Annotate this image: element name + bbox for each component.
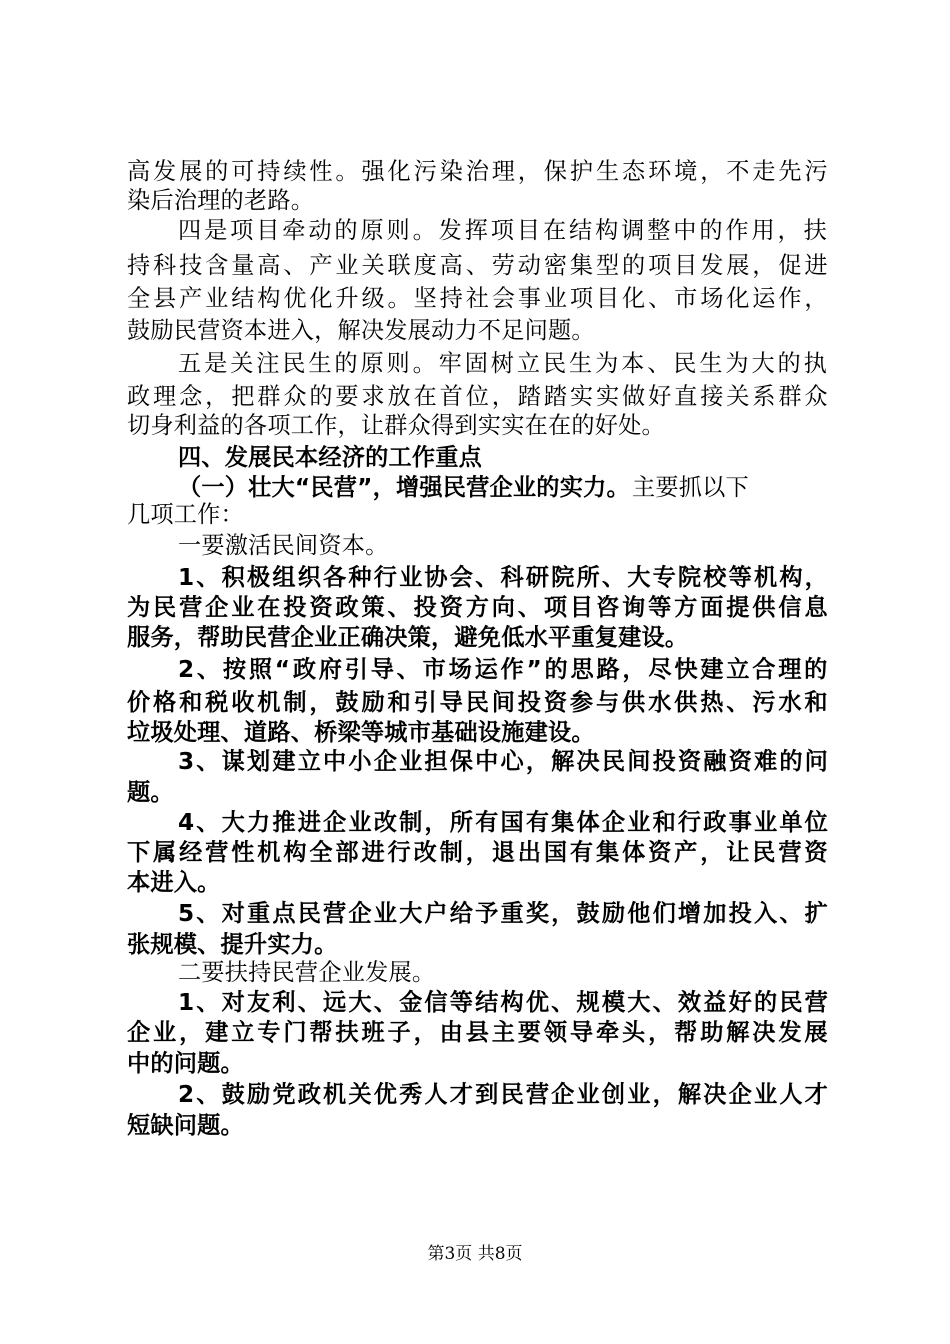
text-line-content: 中的问题。 [127, 1050, 244, 1077]
text-line-content: 染后治理的老路。 [127, 187, 315, 214]
text-line-content: 切身利益的各项工作，让群众得到实实在在的好处。 [127, 412, 665, 439]
text-line-content: 政理念，把群众的要求放在首位，踏踏实实做好直接关系群众 [127, 383, 831, 410]
text-line-content: 下属经营性机构全部进行改制，退出国有集体资产，让民营资 [127, 839, 831, 866]
text-line-content: 几项工作： [127, 501, 244, 528]
text-line-content: 2、按照“政府引导、市场运作”的思路，尽快建立合理的 [178, 656, 831, 683]
text-line-content: 为民营企业在投资政策、投资方向、项目咨询等方面提供信息 [127, 594, 831, 621]
text-line-content: 价格和税收机制，鼓励和引导民间投资参与供水供热、污水和 [127, 689, 831, 716]
text-line-content: 4、大力推进企业改制，所有国有集体企业和行政事业单位 [178, 809, 831, 836]
text-line-content: 题。 [127, 779, 174, 806]
text-line-content: 2、鼓励党政机关优秀人才到民营企业创业，解决企业人才 [178, 1081, 831, 1108]
text-line-content: 四是项目牵动的原则。发挥项目在结构调整中的作用，扶 [178, 217, 830, 244]
text-line-tail: 主要抓以下 [632, 474, 749, 501]
text-line-content: 一要激活民间资本。 [178, 532, 389, 559]
text-line-content: （一）壮大“民营”，增强民营企业的实力。 [178, 474, 630, 501]
text-line-content: 1、对友利、远大、金信等结构优、规模大、效益好的民营 [178, 989, 831, 1016]
text-line-content: 5、对重点民营企业大户给予重奖，鼓励他们增加投入、扩 [178, 900, 831, 927]
page-footer: 第3页 共8页 [427, 1244, 523, 1264]
text-line-content: 鼓励民营资本进入，解决发展动力不足问题。 [127, 317, 595, 344]
text-line-content: 四、发展民本经济的工作重点 [178, 444, 483, 471]
text-line-content: 高发展的可持续性。强化污染治理，保护生态环境，不走先污 [127, 158, 831, 185]
text-line-content: 服务，帮助民营企业正确决策，避免低水平重复建设。 [127, 624, 689, 651]
text-line-content: 五是关注民生的原则。牢固树立民生为本、民生为大的执 [178, 350, 830, 377]
text-line-content: 3、谋划建立中小企业担保中心，解决民间投资融资难的问 [178, 748, 831, 775]
text-line-content: 全县产业结构优化升级。坚持社会事业项目化、市场化运作， [127, 285, 831, 312]
text-line-content: 二要扶持民营企业发展。 [178, 959, 436, 986]
text-line-content: 本进入。 [127, 869, 221, 896]
text-line-content: 持科技含量高、产业关联度高、劳动密集型的项目发展，促进 [127, 252, 831, 279]
text-line-content: 短缺问题。 [127, 1112, 244, 1139]
text-line-content: 1、积极组织各种行业协会、科研院所、大专院校等机构， [178, 564, 831, 591]
text-line-content: 垃圾处理、道路、桥梁等城市基础设施建设。 [127, 719, 595, 746]
text-line-content: 企业，建立专门帮扶班子，由县主要领导牵头，帮助解决发展 [127, 1019, 831, 1046]
text-line-content: 张规模、提升实力。 [127, 931, 338, 958]
